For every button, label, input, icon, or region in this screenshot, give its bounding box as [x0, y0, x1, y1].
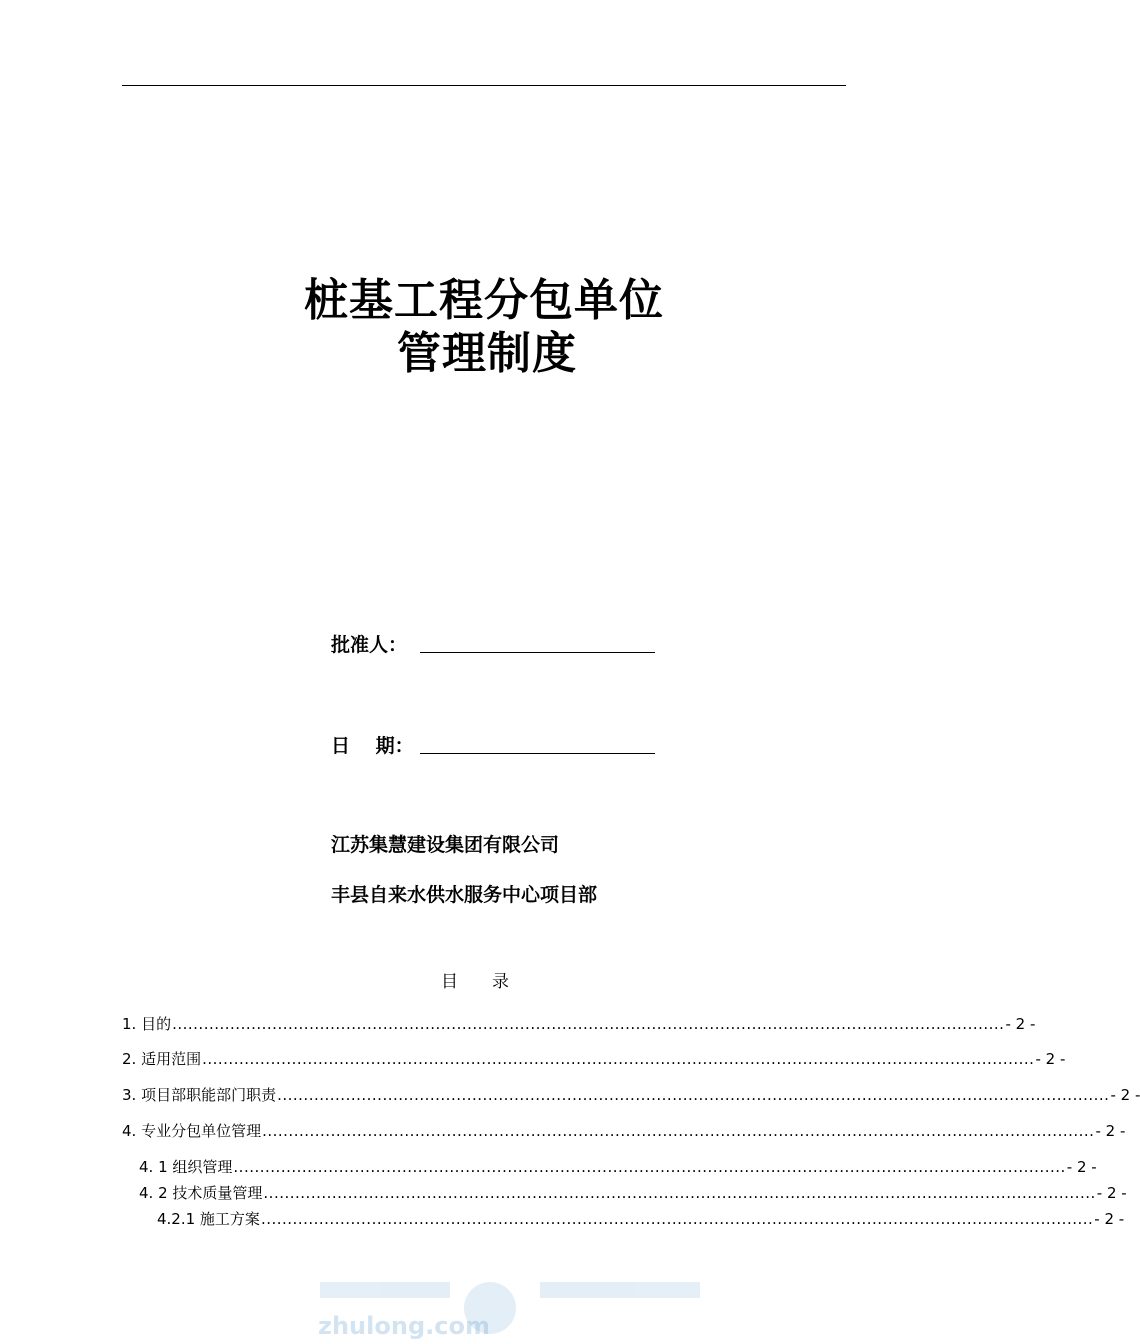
document-title-line-2: 管理制度 [397, 328, 577, 379]
toc-leader-dots: .............................................................................................................................................................. [172, 1015, 1005, 1033]
toc-entry-page: - 2 - [1094, 1210, 1125, 1228]
toc-entry-text: 4.2.1 施工方案 [157, 1210, 260, 1228]
toc-entry[interactable] [139, 1157, 1097, 1177]
toc-entry-page: - 2 - [1110, 1086, 1140, 1104]
toc-entry[interactable] [122, 1085, 1140, 1105]
watermark-text: zhulong.com [318, 1312, 490, 1340]
toc-entry-text: 3. 项目部职能部门职责 [122, 1086, 277, 1104]
company-name: 江苏集慧建设集团有限公司 [331, 834, 560, 856]
toc-entry[interactable] [122, 1121, 1126, 1141]
toc-entry-page: - 2 - [1035, 1050, 1066, 1068]
toc-entry-page: - 2 - [1066, 1158, 1097, 1176]
toc-leader-dots: .............................................................................................................................................................. [277, 1086, 1110, 1104]
toc-entry-text: 1. 目的 [122, 1015, 172, 1033]
toc-leader-dots: .............................................................................................................................................................. [202, 1050, 1035, 1068]
toc-entry-text: 4. 1 组织管理 [139, 1158, 233, 1176]
header-rule [122, 85, 846, 86]
toc-entry[interactable] [139, 1183, 1127, 1203]
department-name: 丰县自来水供水服务中心项目部 [331, 884, 598, 906]
toc-entry[interactable] [157, 1209, 1125, 1229]
toc-entry-text: 4. 2 技术质量管理 [139, 1184, 263, 1202]
toc-entry-text: 2. 适用范围 [122, 1050, 202, 1068]
date-blank-line [420, 753, 655, 754]
toc-leader-dots: .............................................................................................................................................................. [263, 1184, 1096, 1202]
approver-blank-line [420, 652, 655, 653]
approver-label: 批准人： [331, 634, 408, 656]
toc-entry[interactable] [122, 1049, 1066, 1069]
toc-entry-page: - 2 - [1005, 1015, 1036, 1033]
toc-entry-page: - 2 - [1096, 1184, 1127, 1202]
toc-leader-dots: .............................................................................................................................................................. [233, 1158, 1066, 1176]
toc-heading: 目 录 [441, 972, 509, 992]
toc-leader-dots: .............................................................................................................................................................. [262, 1122, 1095, 1140]
toc-leader-dots: .............................................................................................................................................................. [260, 1210, 1094, 1228]
toc-entry[interactable] [122, 1014, 1036, 1034]
date-label: 日 期： [331, 735, 414, 757]
toc-entry-text: 4. 专业分包单位管理 [122, 1122, 262, 1140]
toc-entry-page: - 2 - [1095, 1122, 1126, 1140]
document-title-line-1: 桩基工程分包单位 [304, 275, 664, 326]
